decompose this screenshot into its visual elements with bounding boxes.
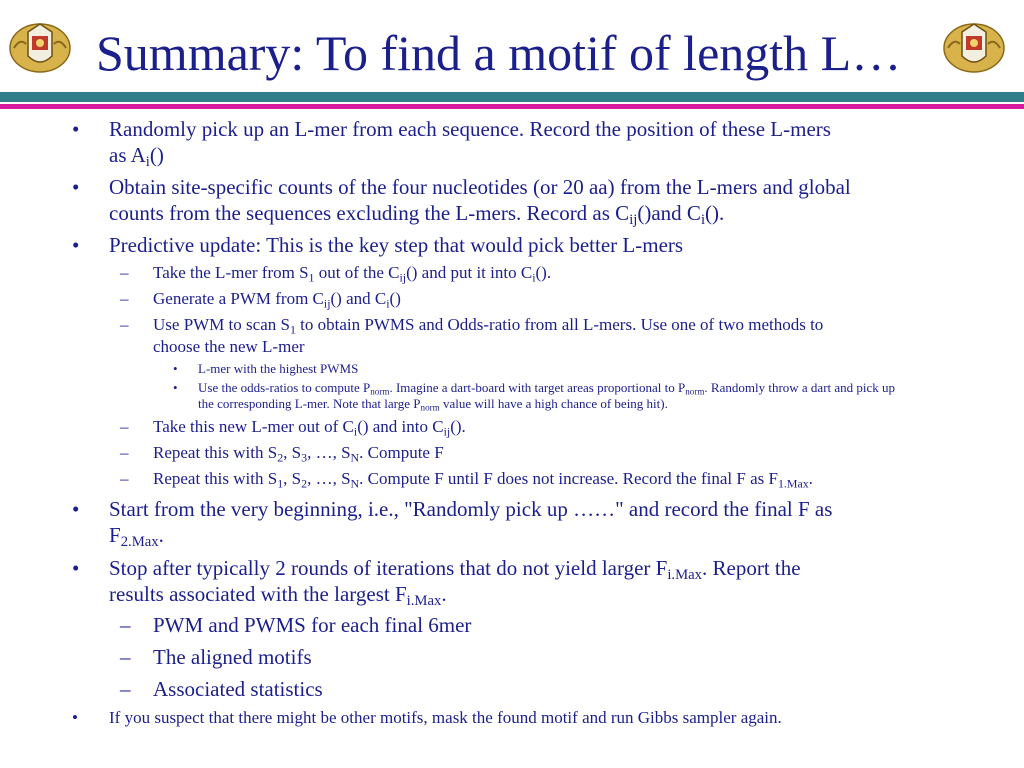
bullet-1-line-2: as $A_i()$: [109, 143, 164, 171]
bullet-4-line-2: $F_{2.Max}$.: [109, 523, 164, 551]
dash-marker: –: [120, 677, 131, 701]
bullet-5-line-1: Stop after typically 2 rounds of iterations that do not yield larger $F_{i.Max}$. Report the: [109, 556, 801, 584]
title-divider-teal: [0, 92, 1024, 102]
bullet-5-line-2: results associated with the largest $F_{i.Max}$.: [109, 582, 447, 610]
crest-emblem-right: [942, 18, 1006, 76]
bullet-3-sub-3-line-1: Use PWM to scan $S_1$ to obtain PWMS and Odds-ratio from all L-mers. Use one of two methods to: [153, 315, 824, 337]
dash-marker: –: [120, 289, 129, 308]
dash-marker: –: [120, 613, 131, 637]
bullet-5-sub-1: PWM and PWMS for each final 6mer: [153, 613, 472, 637]
bullet-3-sub-5: Repeat this with $S_2$, $S_3$, …, $S_N$. Compute F: [153, 443, 444, 465]
bullet-3-sub-3-line-2: choose the new L-mer: [153, 337, 305, 356]
dash-marker: –: [120, 645, 131, 669]
bullet-marker: •: [72, 233, 80, 257]
bullet-3-sub-4: Take this new L-mer out of $C_i()$ and into $C_{ij}()$.: [153, 417, 466, 439]
bullet-5-sub-2: The aligned motifs: [153, 645, 312, 669]
bullet-marker: •: [72, 708, 78, 727]
bullet-3-sub-1: Take the L-mer from $S_1$ out of the $C_{ij}()$ and put it into $C_i()$.: [153, 263, 552, 285]
bullet-4-line-1: Start from the very beginning, i.e., "Randomly pick up ……" and record the final F as: [109, 497, 833, 521]
bullet-marker: •: [72, 117, 80, 141]
bullet-1-line-1: Randomly pick up an L-mer from each sequence. Record the position of these L-mers: [109, 117, 831, 141]
bullet-3-tertiary-2-line-2: the corresponding L-mer. Note that large $P_{norm}$ value will have a high chance of being hit).: [198, 396, 668, 413]
bullet-marker: •: [72, 556, 80, 580]
bullet-3-tertiary-2-line-1: Use the odds-ratios to compute $P_{norm}$. Imagine a dart-board with target areas proportional to $P_{norm}$. Randomly throw a dart and pick up: [198, 380, 896, 397]
bullet-marker: •: [173, 361, 178, 376]
bullet-marker: •: [72, 175, 80, 199]
dash-marker: –: [120, 469, 129, 488]
bullet-3-sub-2: Generate a PWM from $C_{ij}()$ and $C_i()$: [153, 289, 401, 311]
bullet-6-text: If you suspect that there might be other motifs, mask the found motif and run Gibbs sampler again.: [109, 708, 782, 727]
bullet-3-sub-6: Repeat this with $S_1$, $S_2$, …, $S_N$. Compute F until F does not increase. Record the final F as $F_{1.Max}$.: [153, 469, 813, 491]
crest-emblem-left: [8, 18, 72, 76]
bullet-2-line-2: counts from the sequences excluding the L-mers. Record as $C_{ij}()and$ $C_i()$.: [109, 201, 725, 229]
slide-title: Summary: To find a motif of length L…: [96, 25, 902, 81]
dash-marker: –: [120, 315, 129, 334]
dash-marker: –: [120, 443, 129, 462]
dash-marker: –: [120, 417, 129, 436]
bullet-3-text: Predictive update: This is the key step that would pick better L-mers: [109, 233, 684, 257]
dash-marker: –: [120, 263, 129, 282]
bullet-marker: •: [173, 380, 178, 395]
bullet-5-sub-3: Associated statistics: [153, 677, 323, 701]
title-divider-magenta: [0, 104, 1024, 109]
bullet-marker: •: [72, 497, 80, 521]
bullet-3-tertiary-1: L-mer with the highest PWMS: [198, 361, 359, 376]
bullet-2-line-1: Obtain site-specific counts of the four nucleotides (or 20 aa) from the L-mers and global: [109, 175, 851, 199]
